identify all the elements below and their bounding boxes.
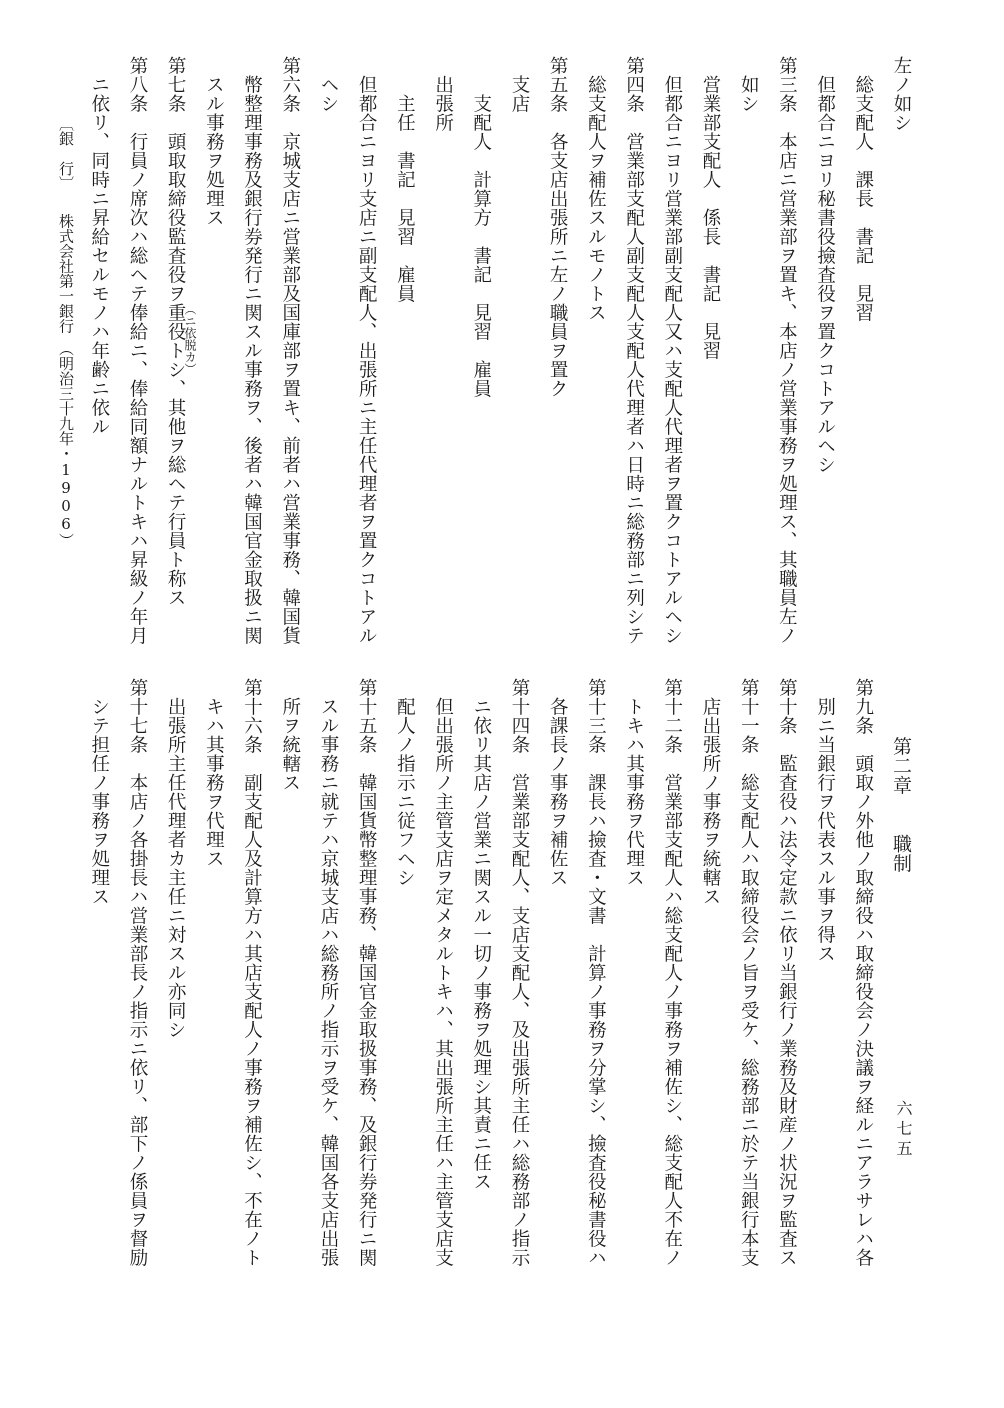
text-line: 別ニ当銀行ヲ代表スル事ヲ得ス bbox=[814, 678, 836, 963]
text-line: 第七条 頭取取締役監査役ヲ重役トシ、其他ヲ総ヘテ行員ト称ス bbox=[165, 56, 187, 607]
text-line: ニ依リ、同時ニ昇給セルモノハ年齢ニ依ル bbox=[88, 56, 110, 436]
editorial-annotation: （ニ依脱カ） bbox=[183, 303, 197, 375]
text-line: 主任 書記 見習 雇員 bbox=[394, 56, 416, 303]
text-line: 第三条 本店ニ営業部ヲ置キ、本店ノ営業事務ヲ処理ス、其職員左ノ bbox=[776, 56, 798, 645]
text-line: 但都合ニヨリ営業部副支配人又ハ支配人代理者ヲ置クコトアルヘシ bbox=[661, 56, 683, 645]
text-line: 店出張所ノ事務ヲ統轄ス bbox=[699, 678, 721, 906]
text-line: 営業部支配人 係長 書記 見習 bbox=[699, 56, 721, 360]
text-line: ニ依リ其店ノ営業ニ関スル一切ノ事務ヲ処理シ其責ニ任ス bbox=[470, 678, 492, 1191]
text-line: 各課長ノ事務ヲ補佐ス bbox=[547, 678, 569, 887]
text-line: 出張所 bbox=[432, 56, 454, 132]
upper-text-block bbox=[80, 56, 920, 656]
text-line: 第四条 営業部支配人副支配人支配人代理者ハ日時ニ総務部ニ列シテ bbox=[623, 56, 645, 645]
text-line: 支店 bbox=[508, 56, 530, 113]
text-line: シテ担任ノ事務ヲ処理ス bbox=[88, 678, 110, 906]
text-line: 幣整理事務及銀行券発行ニ関スル事務ヲ、後者ハ韓国官金取扱ニ関 bbox=[241, 56, 263, 645]
text-line: ヘシ bbox=[317, 56, 339, 113]
text-line: 第十五条 韓国貨幣整理事務、韓国官金取扱事務、及銀行券発行ニ関 bbox=[356, 678, 378, 1267]
text-line: 第九条 頭取ノ外他ノ取締役ハ取締役会ノ決議ヲ経ルニアラサレハ各 bbox=[852, 678, 874, 1267]
text-line: 第十三条 課長ハ撿査・文書 計算ノ事務ヲ分掌シ、撿査役秘書役ハ bbox=[585, 678, 607, 1267]
text-line: 支配人 計算方 書記 見習 雇員 bbox=[470, 56, 492, 398]
text-line: 第十七条 本店ノ各掛長ハ営業部長ノ指示ニ依リ、部下ノ係員ヲ督励 bbox=[126, 678, 148, 1267]
text-line: 第十条 監査役ハ法令定款ニ依リ当銀行ノ業務及財産ノ状況ヲ監査ス bbox=[776, 678, 798, 1267]
text-line: 但都合ニヨリ秘書役撿査役ヲ置クコトアルヘシ bbox=[814, 56, 836, 474]
text-line: 所ヲ統轄ス bbox=[279, 678, 301, 792]
text-line: 如シ bbox=[738, 56, 760, 113]
lower-text-block bbox=[80, 678, 920, 1328]
text-line: 第十六条 副支配人及計算方ハ其店支配人ノ事務ヲ補佐シ、不在ノト bbox=[241, 678, 263, 1267]
text-line: 第十二条 営業部支配人ハ総支配人ノ事務ヲ補佐シ、総支配人不在ノ bbox=[661, 678, 683, 1267]
text-line: キハ其事務ヲ代理ス bbox=[203, 678, 225, 868]
text-line: 第五条 各支店出張所ニ左ノ職員ヲ置ク bbox=[547, 56, 569, 398]
text-line: 但出張所ノ主管支店ヲ定メタルトキハ、其出張所主任ハ主管支店支 bbox=[432, 678, 454, 1267]
text-line: 第十四条 営業部支配人、支店支配人、及出張所主任ハ総務部ノ指示 bbox=[508, 678, 530, 1267]
text-line: 左ノ如シ bbox=[891, 56, 912, 132]
page-number: 六七五 bbox=[894, 1100, 913, 1160]
text-line: 但都合ニヨリ支店ニ副支配人、出張所ニ主任代理者ヲ置クコトアル bbox=[356, 56, 378, 645]
text-line: 第六条 京城支店ニ営業部及国庫部ヲ置キ、前者ハ営業事務、韓国貨 bbox=[279, 56, 301, 645]
text-line: 第十一条 総支配人ハ取締役会ノ旨ヲ受ケ、総務部ニ於テ当銀行本支 bbox=[738, 678, 760, 1267]
text-line: 配人ノ指示ニ従フヘシ bbox=[394, 678, 416, 887]
text-line: スル事務ヲ処理ス bbox=[203, 56, 225, 227]
text-line: トキハ其事務ヲ代理ス bbox=[623, 678, 645, 887]
source-footer: 〔銀 行〕 株式会社第一銀行 （明治三十九年・1906） bbox=[57, 116, 75, 548]
text-line: 第八条 行員ノ席次ハ総ヘテ俸給ニ、俸給同額ナルトキハ昇級ノ年月 bbox=[126, 56, 148, 645]
text-line: 総支配人ヲ補佐スルモノトス bbox=[585, 56, 607, 322]
text-line: 出張所主任代理者カ主任ニ対スル亦同シ bbox=[165, 678, 187, 1039]
chapter-heading: 第二章 職制 bbox=[890, 678, 912, 873]
text-line: スル事務ニ就テハ京城支店ハ総務所ノ指示ヲ受ケ、韓国各支店出張 bbox=[317, 678, 339, 1267]
text-line: 総支配人 課長 書記 見習 bbox=[852, 56, 874, 322]
